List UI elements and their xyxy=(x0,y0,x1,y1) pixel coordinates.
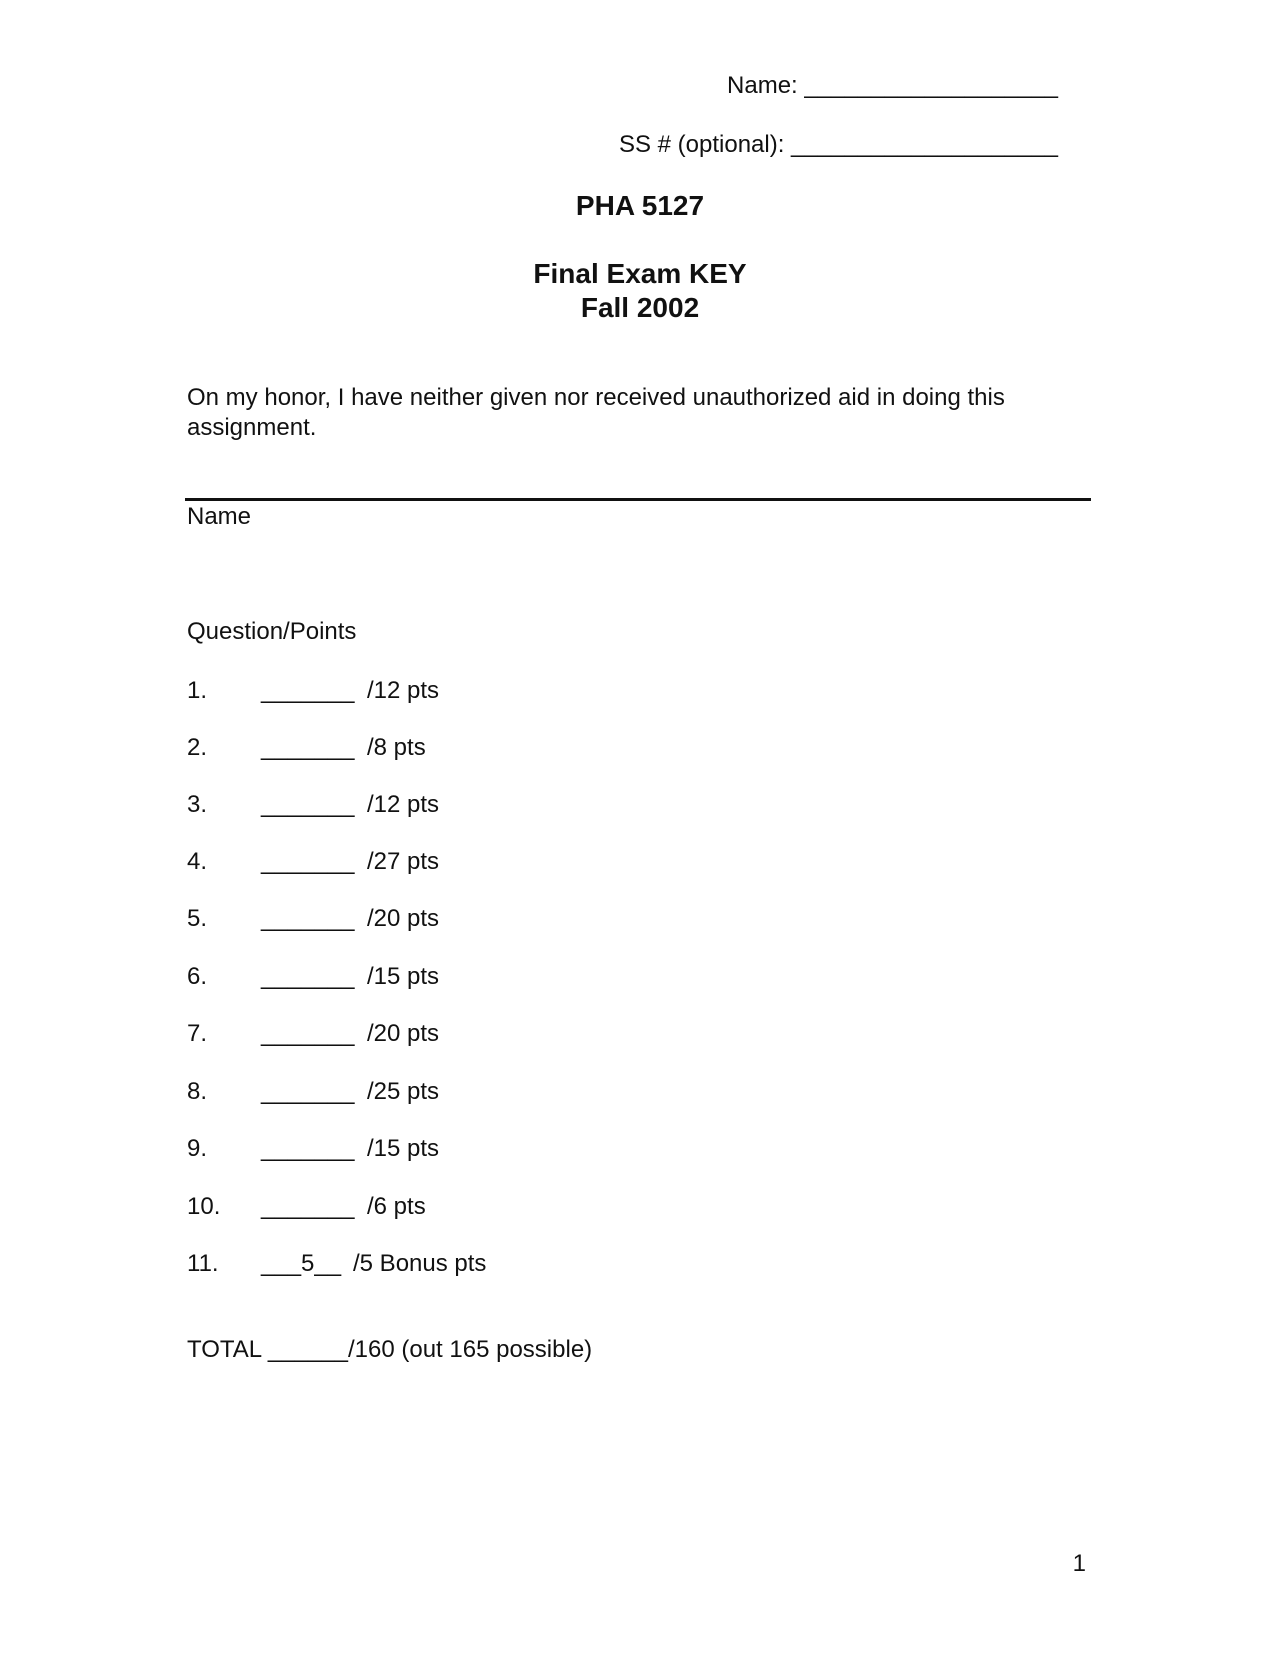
course-code: PHA 5127 xyxy=(575,190,705,221)
max-points: /12 pts xyxy=(367,791,440,818)
score-blank: _______ xyxy=(261,1193,355,1220)
total-score-line: TOTAL ______/160 (out 165 possible) xyxy=(187,1336,593,1363)
question-number: 5. xyxy=(187,905,208,932)
honor-statement: On my honor, I have neither given nor received unauthorized aid in doing this assignment. xyxy=(187,384,1005,441)
question-number: 10. xyxy=(187,1193,221,1220)
question-number: 7. xyxy=(187,1020,208,1047)
max-points: /12 pts xyxy=(367,677,440,704)
question-number: 1. xyxy=(187,677,208,704)
question-number: 4. xyxy=(187,848,208,875)
signature-label: Name xyxy=(187,503,252,530)
max-points: /5 Bonus pts xyxy=(353,1250,487,1277)
question-number: 6. xyxy=(187,963,208,990)
question-number: 3. xyxy=(187,791,208,818)
max-points: /20 pts xyxy=(367,1020,440,1047)
score-blank: _______ xyxy=(261,1020,355,1047)
signature-line xyxy=(185,498,1091,501)
score-blank: _______ xyxy=(261,905,355,932)
max-points: /6 pts xyxy=(367,1193,426,1220)
max-points: /15 pts xyxy=(367,1135,440,1162)
question-number: 9. xyxy=(187,1135,208,1162)
max-points: /27 pts xyxy=(367,848,440,875)
page-number: 1 xyxy=(1072,1550,1086,1577)
score-blank: _______ xyxy=(261,1078,355,1105)
max-points: /25 pts xyxy=(367,1078,440,1105)
question-points-header: Question/Points xyxy=(187,618,357,645)
ss-number-field-line: SS # (optional): ____________________ xyxy=(618,131,1058,158)
exam-term: Fall 2002 xyxy=(580,292,700,323)
score-blank: _______ xyxy=(261,791,355,818)
question-number: 2. xyxy=(187,734,208,761)
max-points: /8 pts xyxy=(367,734,426,761)
exam-title: Final Exam KEY xyxy=(533,258,747,289)
score-blank: _______ xyxy=(261,1135,355,1162)
score-blank: _______ xyxy=(261,848,355,875)
max-points: /20 pts xyxy=(367,905,440,932)
score-blank: _______ xyxy=(261,963,355,990)
question-number: 11. xyxy=(187,1250,219,1277)
score-blank: _______ xyxy=(261,677,355,704)
score-blank: ___5__ xyxy=(261,1250,342,1277)
name-field-line: Name: ___________________ xyxy=(727,72,1058,99)
max-points: /15 pts xyxy=(367,963,440,990)
score-blank: _______ xyxy=(261,734,355,761)
question-number: 8. xyxy=(187,1078,208,1105)
